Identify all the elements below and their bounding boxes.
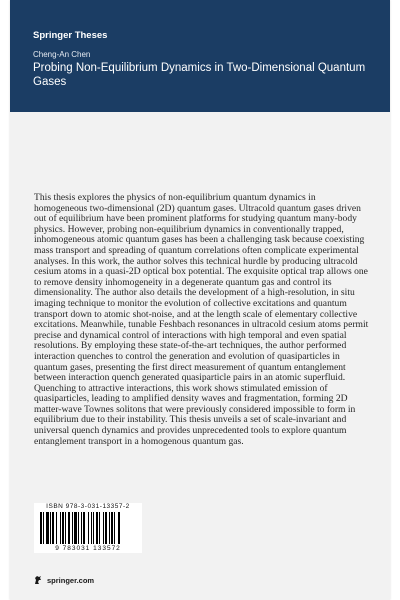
publisher-footer (33, 575, 94, 585)
isbn-label: ISBN 978-3-031-13357-2 (46, 503, 130, 510)
book-description: This thesis explores the physics of non-equilibrium quantum dynamics in homogeneous two-dimensional (2D) quantum gases. Ultracold quantum gases driven out of equilibrium have been prominent platforms for studying quantum many-body physics. However, probing non-equilibrium dynamics in conventionally trapped, inhomogeneous atomic quantum gases has been a challenging task because coexisting mass transport and spreading of quantum correlations often complicate experimental analyses. In this work, the author solves this technical hurdle by producing ultracold cesium atoms in a quasi-2D optical box potential. The exquisite optical trap allows one to remove density inhomogeneity in a degenerate quantum gas and control its dimensionality. The author also details the development of a high-resolution, in situ imaging technique to monitor the evolution of collective excitations and quantum transport down to atomic shot-noise, and at the length scale of elementary collective excitations. Meanwhile, tunable Feshbach resonances in ultracold cesium atoms permit precise and dynamical control of interactions with high temporal and even spatial resolutions. By employing these state-of-the-art techniques, the author performed interaction quenches to control the generation and evolution of quasiparticles in quantum gases, presenting the first direct measurement of quantum entanglement between interaction quench generated quasiparticle pairs in an atomic superfluid. Quenching to attractive interactions, this work shows stimulated emission of quasiparticles, leading to amplified density waves and fragmentation, forming 2D matter-wave Townes solitons that were previously considered impossible to form in equilibrium due to their instability. This thesis unveils a set of scale-invariant and universal quench dynamics and provides unprecedented tools to explore quantum entanglement transport in a homogenous quantum gas. (34, 192, 369, 447)
book-back-cover (10, 0, 390, 600)
book-title: Probing Non-Equilibrium Dynamics in Two-Dimensional Quantum Gases (33, 62, 366, 88)
barcode-digits: 9 783031 133572 (55, 545, 121, 552)
isbn-barcode-block (34, 503, 142, 553)
author-name: Cheng-An Chen (33, 50, 91, 59)
cover-header-band (10, 0, 390, 112)
publisher-website: springer.com (47, 575, 95, 585)
barcode (38, 512, 138, 544)
springer-horse-icon (33, 575, 43, 585)
series-name: Springer Theses (33, 30, 108, 41)
